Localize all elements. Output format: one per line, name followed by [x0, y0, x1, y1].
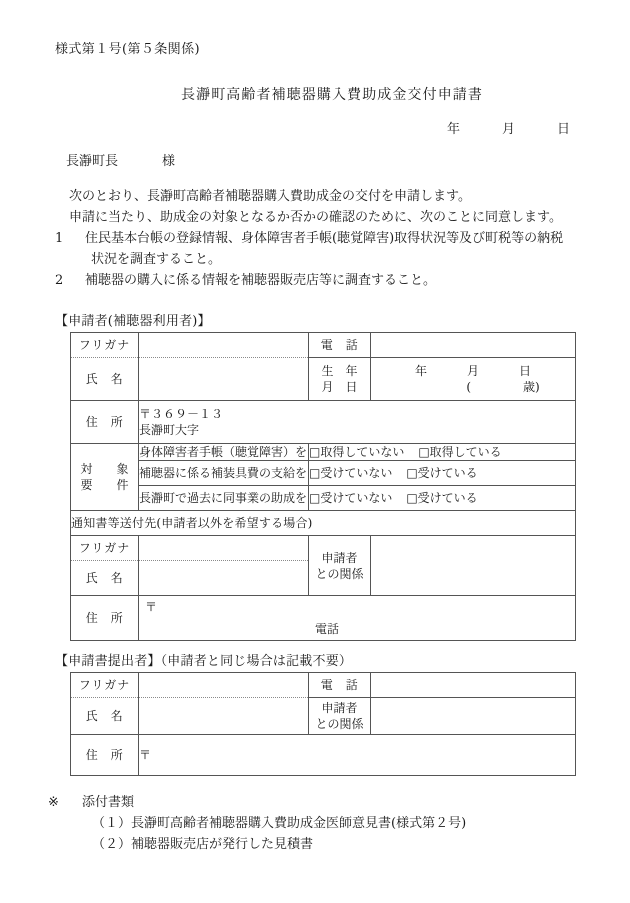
table-row: [71, 596, 576, 641]
notification-relation-label-line-2: との関係: [315, 566, 364, 581]
notification-relation-label: [309, 536, 371, 596]
applicant-birthdate-input[interactable]: [371, 358, 576, 401]
requirement-2-options: [309, 461, 576, 486]
table-row: [71, 461, 576, 486]
requirement-2-text: 補聴器に係る補装具費の支給を: [139, 461, 309, 486]
applicant-name-input[interactable]: [139, 358, 309, 401]
postal-mark-icon: 〒: [139, 748, 152, 762]
submitter-section-label: 【申請書提出者】（申請者と同じ場合は記載不要）: [55, 654, 353, 669]
consent-item-1-number: 1: [55, 231, 64, 246]
applicant-furigana-input[interactable]: [139, 333, 309, 358]
applicant-address-town: 長瀞町大字: [139, 423, 200, 437]
notification-name-input[interactable]: [139, 561, 309, 596]
notification-name-label: 氏 名: [71, 561, 139, 596]
addressee: [66, 150, 175, 169]
notification-furigana-label: フリガナ: [71, 536, 139, 561]
table-row: [71, 486, 576, 511]
requirement-2-checkbox-no[interactable]: □受けていない: [309, 466, 393, 480]
requirement-2-checkbox-yes[interactable]: □受けている: [406, 466, 478, 480]
requirement-3-options: [309, 486, 576, 511]
date-day-label: 日: [556, 122, 570, 137]
postal-mark-icon: 〒: [145, 600, 158, 614]
birthdate-year-label: 年: [414, 364, 427, 378]
applicant-section-label: 【申請者(補聴器利用者)】: [55, 314, 211, 329]
notification-address-label: 住 所: [71, 596, 139, 641]
date-month-label: 月: [501, 122, 515, 137]
intro-line-2: 申請に当たり、助成金の対象となるか否かの確認のために、次のことに同意します。: [69, 210, 562, 225]
attachment-item-2: （２）補聴器販売店が発行した見積書: [92, 837, 314, 852]
applicant-phone-input[interactable]: [371, 333, 576, 358]
consent-list: [55, 228, 600, 291]
submitter-furigana-input[interactable]: [139, 673, 309, 698]
notification-section-header: 通知書等送付先(申請者以外を希望する場合): [71, 511, 576, 536]
consent-item-2-number: 2: [55, 273, 64, 288]
applicant-name-label: 氏 名: [71, 358, 139, 401]
form-number: 様式第１号(第５条関係): [55, 42, 200, 57]
submitter-name-label: 氏 名: [71, 698, 139, 735]
reference-mark-icon: ※: [48, 795, 59, 810]
requirements-label-line-1: 対 象: [80, 462, 129, 476]
attachments-heading-text: 添付書類: [82, 795, 135, 810]
table-row: [71, 401, 576, 444]
addressee-name: 長瀞町長: [66, 154, 119, 169]
applicant-address-input[interactable]: [139, 401, 576, 444]
requirement-1-text: 身体障害者手帳（聴覚障害）を: [139, 445, 308, 459]
submitter-furigana-label: フリガナ: [71, 673, 139, 698]
requirement-1-checkbox-yes[interactable]: □取得している: [418, 445, 502, 459]
applicant-furigana-label: フリガナ: [71, 333, 139, 358]
date-year-label: 年: [446, 122, 460, 137]
requirement-1-options: [309, 444, 576, 461]
table-row: [71, 536, 576, 561]
notification-address-input[interactable]: [139, 596, 576, 641]
applicant-address-label: 住 所: [71, 401, 139, 444]
applicant-birthdate-label-line-1: 生 年: [321, 364, 358, 378]
page-title: 長瀞町高齢者補聴器購入費助成金交付申請書: [181, 87, 483, 103]
requirements-label-line-2: 要 件: [80, 478, 129, 492]
notification-furigana-input[interactable]: [139, 536, 309, 561]
attachments-section: [48, 792, 588, 855]
applicant-table: [70, 332, 576, 641]
submitter-relation-input[interactable]: [371, 698, 576, 735]
submitter-phone-label: 電 話: [309, 673, 371, 698]
consent-item-2-line-1: 補聴器の購入に係る情報を補聴器販売店等に調査すること。: [85, 273, 437, 288]
requirement-3-text: 長瀞町で過去に同事業の助成を: [139, 486, 309, 511]
attachments-heading: [48, 792, 588, 813]
table-row: [71, 358, 576, 401]
table-row: [71, 698, 576, 735]
notification-relation-input[interactable]: [371, 536, 576, 596]
requirement-3-checkbox-no[interactable]: □受けていない: [309, 491, 393, 505]
date-line: [447, 118, 570, 137]
applicant-phone-label: 電 話: [309, 333, 371, 358]
table-row: [71, 511, 576, 536]
birthdate-field: [371, 363, 575, 395]
applicant-postal-code: 〒３６９－１３: [139, 407, 224, 421]
submitter-phone-input[interactable]: [371, 673, 576, 698]
birthdate-month-label: 月: [466, 364, 479, 378]
submitter-relation-label-line-2: との関係: [315, 717, 364, 731]
attachment-item-1: （１）長瀞町高齢者補聴器購入費助成金医師意見書(様式第２号): [92, 816, 467, 831]
submitter-name-input[interactable]: [139, 698, 309, 735]
table-row: [71, 673, 576, 698]
submitter-table: [70, 672, 576, 776]
intro-line-1: 次のとおり、長瀞町高齢者補聴器購入費助成金の交付を申請します。: [69, 189, 471, 204]
requirement-1-checkbox-no[interactable]: □取得していない: [309, 445, 405, 459]
birthdate-day-label: 日: [519, 364, 532, 378]
table-row: [71, 333, 576, 358]
birthdate-ymd: [371, 363, 575, 379]
notification-phone-label: 電話: [314, 622, 339, 636]
requirement-3-checkbox-yes[interactable]: □受けている: [406, 491, 478, 505]
birthdate-age: [371, 379, 575, 395]
table-row: [71, 735, 576, 776]
submitter-relation-label-line-1: 申請者: [321, 701, 358, 715]
applicant-requirements-label: [71, 444, 139, 511]
submitter-address-label: 住 所: [71, 735, 139, 776]
submitter-relation-label: [309, 698, 371, 735]
applicant-birthdate-label: [309, 358, 371, 401]
table-row: [71, 444, 576, 461]
age-unit-label: 歳): [523, 380, 540, 394]
addressee-honorific: 様: [162, 154, 176, 169]
consent-item-1-line-1: 住民基本台帳の登録情報、身体障害者手帳(聴覚障害)取得状況等及び町税等の納税: [85, 231, 564, 246]
consent-item-1-line-2: 状況を調査すること。: [91, 252, 222, 267]
intro-paragraphs: [55, 186, 585, 228]
consent-item-1: [55, 228, 600, 270]
submitter-address-input[interactable]: [139, 735, 576, 776]
notification-relation-label-line-1: 申請者: [321, 550, 358, 565]
consent-item-2: [55, 270, 600, 291]
applicant-birthdate-label-line-2: 月 日: [321, 380, 358, 394]
age-open-paren: (: [466, 380, 471, 394]
